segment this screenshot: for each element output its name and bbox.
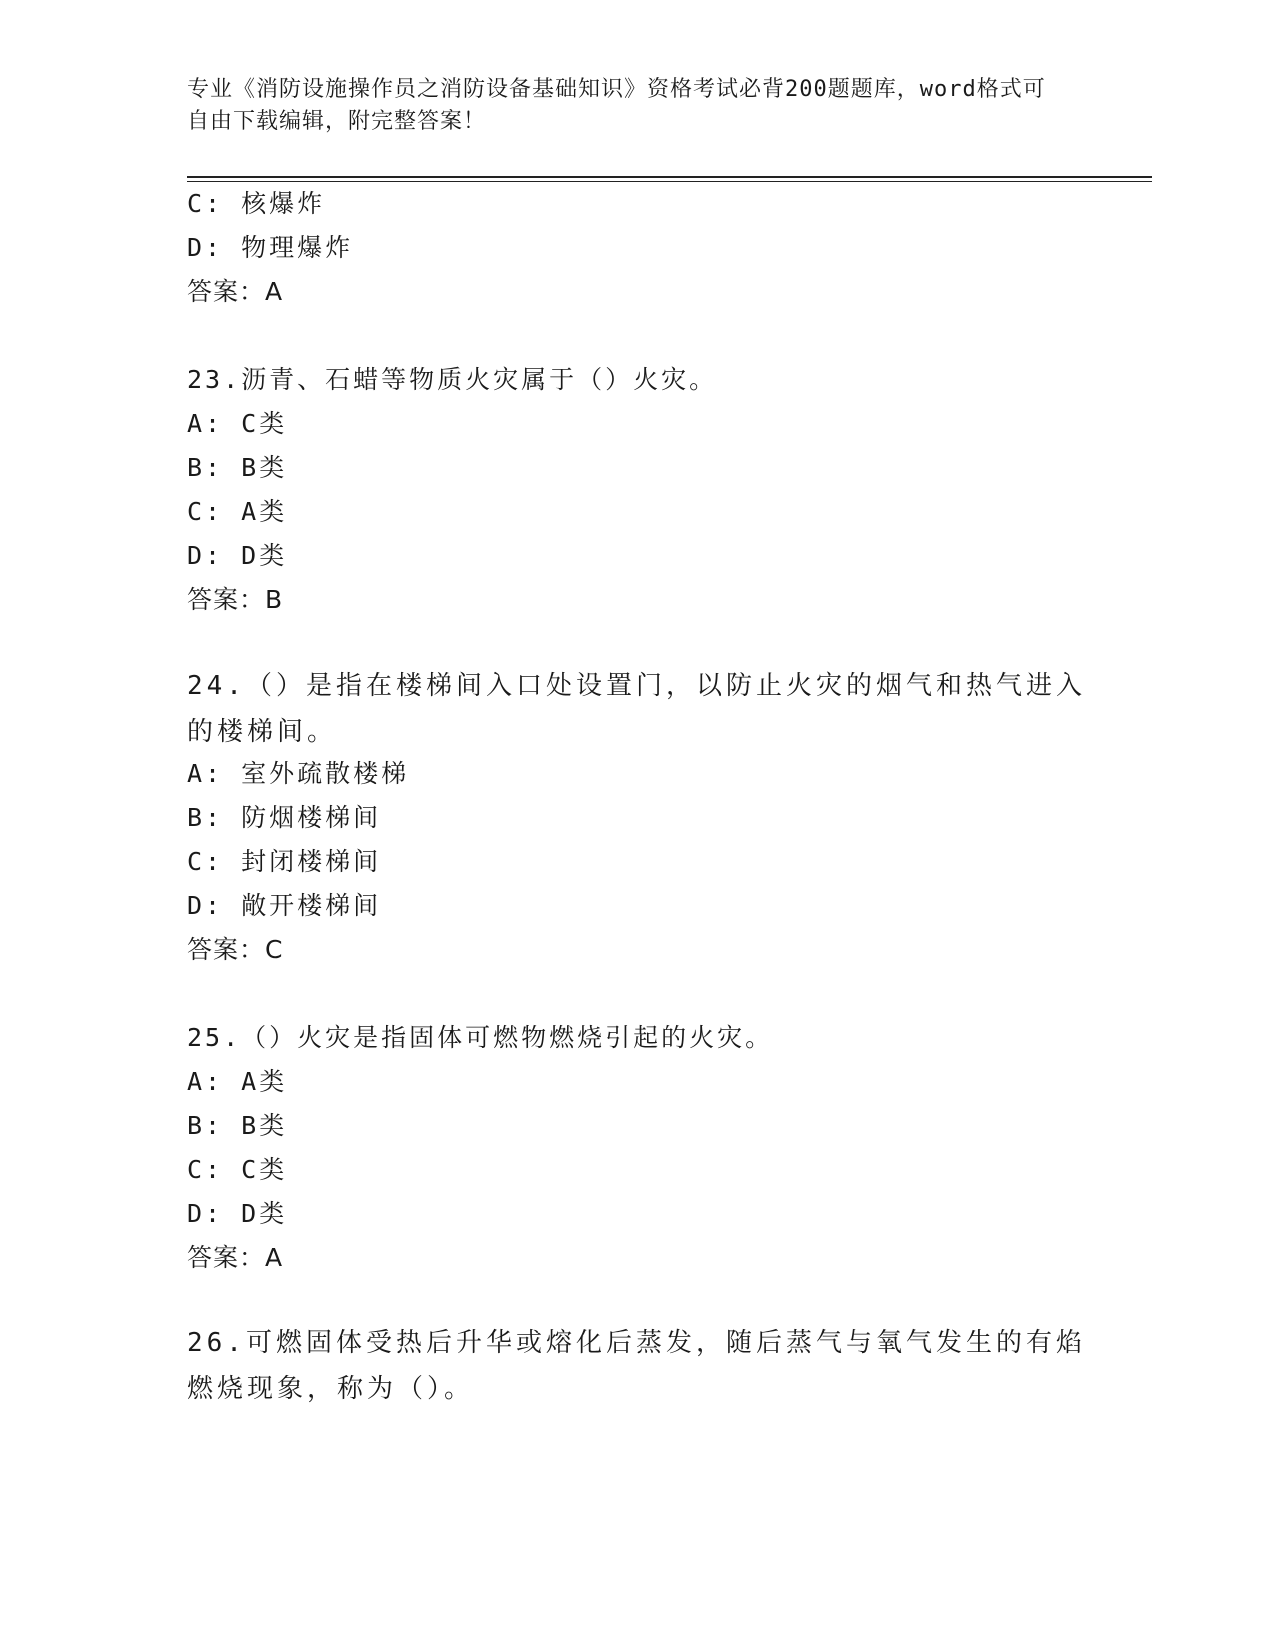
question-24-answer: 答案：C [187, 935, 284, 964]
question-25-option-b: B: B类 [187, 1111, 288, 1140]
question-23-option-b: B: B类 [187, 453, 288, 482]
question-25-option-a: A: A类 [187, 1067, 288, 1096]
question-26-text: 26.可燃固体受热后升华或熔化后蒸发，随后蒸气与氧气发生的有焰燃烧现象，称为（）。 [187, 1328, 1086, 1404]
question-24-option-b: B: 防烟楼梯间 [187, 803, 382, 832]
question-24-option-c: C: 封闭楼梯间 [187, 847, 382, 876]
question-25-answer: 答案：A [187, 1243, 284, 1272]
question-23-text: 23.沥青、石蜡等物质火灾属于（）火灾。 [187, 365, 718, 394]
question-25-option-d: D: D类 [187, 1199, 288, 1228]
question-23-option-d: D: D类 [187, 541, 288, 570]
option-c: C: 核爆炸 [187, 189, 326, 218]
question-23-option-a: A: C类 [187, 409, 288, 438]
header-divider [187, 176, 1152, 178]
answer-line: 答案：A [187, 277, 284, 306]
question-25-text: 25.（）火灾是指固体可燃物燃烧引起的火灾。 [187, 1023, 774, 1052]
document-header: 专业《消防设施操作员之消防设备基础知识》资格考试必背200题题库，word格式可自由下载编辑，附完整答案！ [187, 77, 1046, 134]
question-24-option-d: D: 敞开楼梯间 [187, 891, 382, 920]
question-25-option-c: C: C类 [187, 1155, 288, 1184]
header-divider-thin [187, 181, 1152, 182]
question-23-answer: 答案：B [187, 585, 284, 614]
question-23-option-c: C: A类 [187, 497, 288, 526]
question-24-option-a: A: 室外疏散楼梯 [187, 759, 410, 788]
option-d: D: 物理爆炸 [187, 233, 354, 262]
question-24-text: 24.（）是指在楼梯间入口处设置门，以防止火灾的烟气和热气进入的楼梯间。 [187, 671, 1086, 747]
